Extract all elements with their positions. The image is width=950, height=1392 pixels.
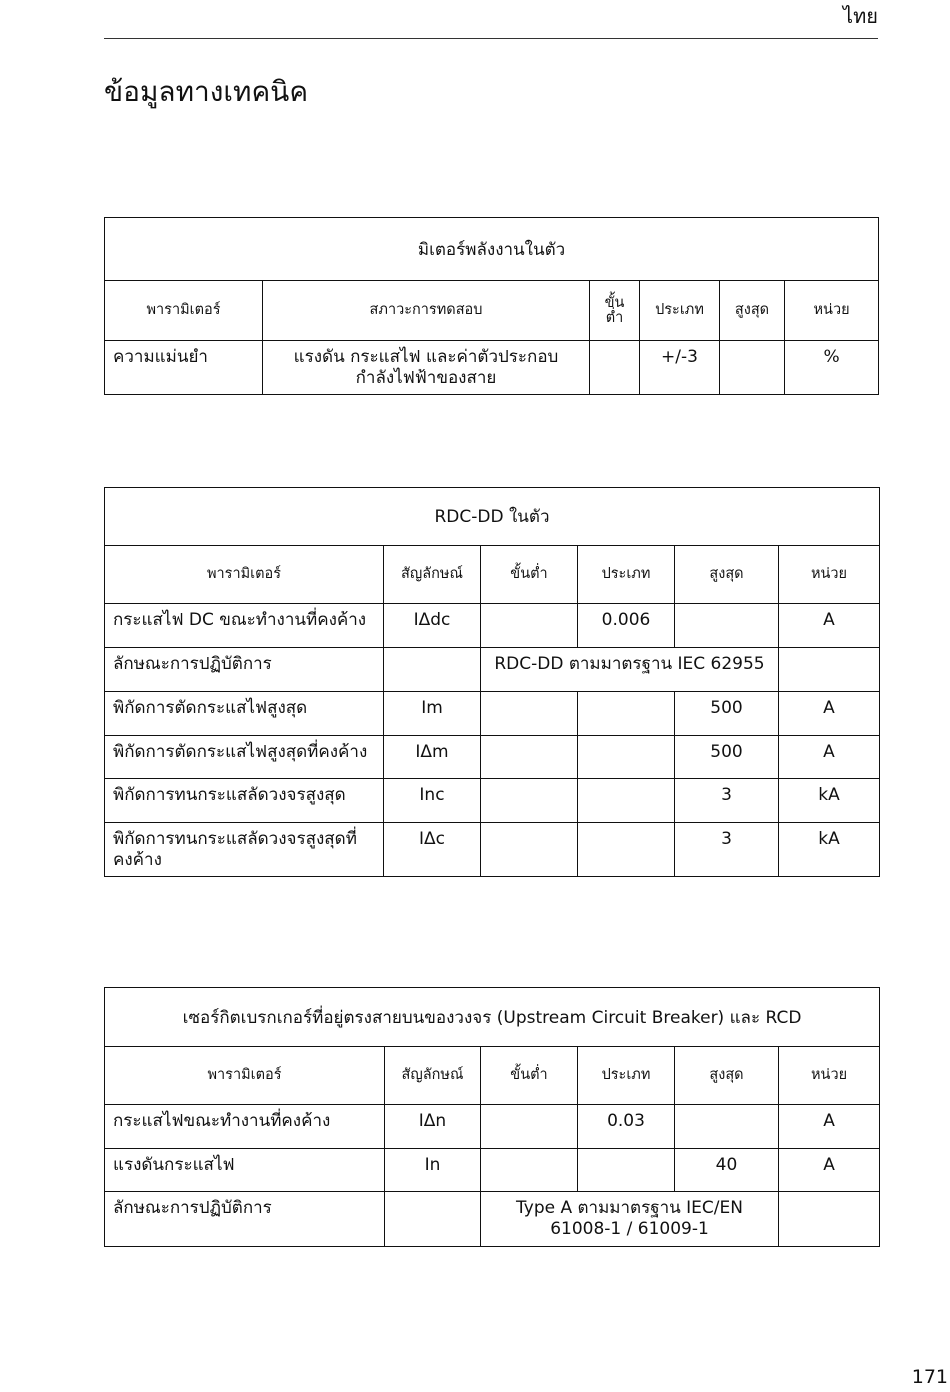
cell-min	[590, 341, 640, 395]
table-row	[105, 1192, 880, 1247]
column-header-unit: หน่วย	[785, 281, 879, 341]
cell-max	[720, 341, 785, 395]
table-row	[105, 779, 880, 823]
cell-unit	[779, 1192, 880, 1247]
cell-type: +/-3	[640, 341, 720, 395]
cell-symbol: IΔdc	[384, 604, 481, 648]
cell-max: 3	[675, 823, 779, 877]
cell-symbol	[385, 1192, 481, 1247]
cell-parameter: กระแสไฟขณะทำงานที่คงค้าง	[105, 1105, 385, 1149]
column-header-parameter: พารามิเตอร์	[105, 281, 263, 341]
cell-unit: A	[779, 692, 880, 736]
cell-min	[481, 823, 578, 877]
cell-operating-characteristic: Type A ตามมาตรฐาน IEC/EN 61008-1 / 61009-1	[481, 1192, 779, 1247]
language-label: ไทย	[843, 4, 878, 28]
cell-unit	[779, 648, 880, 692]
table-row	[105, 736, 880, 779]
cell-min	[481, 692, 578, 736]
energy-meter-table	[104, 217, 879, 395]
cell-max: 500	[675, 692, 779, 736]
cell-max: 3	[675, 779, 779, 823]
column-header-type: ประเภท	[640, 281, 720, 341]
column-header-test-condition: สภาวะการทดสอบ	[263, 281, 590, 341]
cell-max: 40	[675, 1149, 779, 1192]
table-caption: RDC-DD ในตัว	[105, 488, 880, 546]
cell-type	[578, 779, 675, 823]
cell-test-condition: แรงดัน กระแสไฟ และค่าตัวประกอบกำลังไฟฟ้าของสาย	[263, 341, 590, 395]
rdc-dd-table	[104, 487, 880, 877]
table-row	[105, 692, 880, 736]
column-header-unit: หน่วย	[779, 1047, 880, 1105]
cell-symbol: IΔn	[385, 1105, 481, 1149]
cell-symbol: In	[385, 1149, 481, 1192]
page-number: 171	[911, 1366, 948, 1388]
cell-type	[578, 692, 675, 736]
cell-type	[578, 736, 675, 779]
cell-parameter: พิกัดการทนกระแสลัดวงจรสูงสุดที่คงค้าง	[105, 823, 384, 877]
column-header-min: ขั้นต่ำ	[481, 546, 578, 604]
table-row	[105, 648, 880, 692]
cell-min	[481, 1149, 578, 1192]
cell-parameter: กระแสไฟ DC ขณะทำงานที่คงค้าง	[105, 604, 384, 648]
column-header-parameter: พารามิเตอร์	[105, 1047, 385, 1105]
cell-unit: kA	[779, 779, 880, 823]
cell-parameter: ความแม่นยำ	[105, 341, 263, 395]
cell-max: 500	[675, 736, 779, 779]
cell-parameter: ลักษณะการปฏิบัติการ	[105, 1192, 385, 1247]
cell-parameter: พิกัดการทนกระแสลัดวงจรสูงสุด	[105, 779, 384, 823]
column-header-unit: หน่วย	[779, 546, 880, 604]
cell-symbol: IΔm	[384, 736, 481, 779]
table-row	[105, 1105, 880, 1149]
page-title: ข้อมูลทางเทคนิค	[104, 75, 309, 108]
column-header-symbol: สัญลักษณ์	[384, 546, 481, 604]
cell-unit: A	[779, 736, 880, 779]
column-header-max: สูงสุด	[720, 281, 785, 341]
cell-unit: A	[779, 604, 880, 648]
cell-max	[675, 604, 779, 648]
table-caption: เซอร์กิตเบรกเกอร์ที่อยู่ตรงสายบนของวงจร (Upstream Circuit Breaker) และ RCD	[105, 988, 880, 1047]
cell-parameter: พิกัดการตัดกระแสไฟสูงสุดที่คงค้าง	[105, 736, 384, 779]
column-header-parameter: พารามิเตอร์	[105, 546, 384, 604]
column-header-max: สูงสุด	[675, 546, 779, 604]
cell-min	[481, 604, 578, 648]
column-header-max: สูงสุด	[675, 1047, 779, 1105]
cell-parameter: ลักษณะการปฏิบัติการ	[105, 648, 384, 692]
cell-type	[578, 1149, 675, 1192]
cell-unit: A	[779, 1149, 880, 1192]
table-row	[105, 823, 880, 877]
cell-parameter: แรงดันกระแสไฟ	[105, 1149, 385, 1192]
cell-type: 0.006	[578, 604, 675, 648]
cell-max	[675, 1105, 779, 1149]
cell-unit: kA	[779, 823, 880, 877]
column-header-min: ขั้นต่ำ	[481, 1047, 578, 1105]
cell-type: 0.03	[578, 1105, 675, 1149]
header-divider	[104, 38, 878, 39]
column-header-min: ขั้น ต่ำ	[590, 281, 640, 341]
cell-symbol: Inc	[384, 779, 481, 823]
table-row	[105, 604, 880, 648]
cell-min	[481, 779, 578, 823]
table-caption: มิเตอร์พลังงานในตัว	[105, 218, 879, 281]
cell-type	[578, 823, 675, 877]
cell-operating-characteristic: RDC-DD ตามมาตรฐาน IEC 62955	[481, 648, 779, 692]
cell-symbol: Im	[384, 692, 481, 736]
column-header-type: ประเภท	[578, 1047, 675, 1105]
upstream-breaker-table	[104, 987, 880, 1247]
table-row	[105, 341, 879, 395]
cell-symbol: IΔc	[384, 823, 481, 877]
cell-symbol	[384, 648, 481, 692]
column-header-symbol: สัญลักษณ์	[385, 1047, 481, 1105]
cell-unit: %	[785, 341, 879, 395]
cell-unit: A	[779, 1105, 880, 1149]
cell-parameter: พิกัดการตัดกระแสไฟสูงสุด	[105, 692, 384, 736]
cell-min	[481, 736, 578, 779]
table-row	[105, 1149, 880, 1192]
cell-min	[481, 1105, 578, 1149]
column-header-type: ประเภท	[578, 546, 675, 604]
